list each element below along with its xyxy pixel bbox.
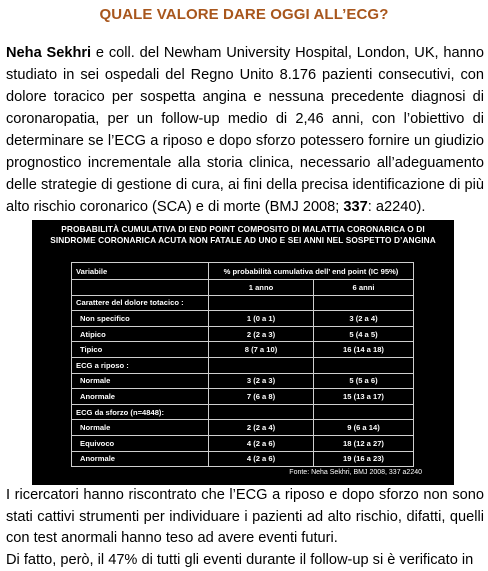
value-year6: 19 (16 a 23) (314, 451, 414, 467)
table-header-row (72, 263, 414, 280)
table-row (72, 311, 414, 327)
section-heading-row (72, 357, 414, 373)
row-label: Normale (72, 373, 209, 389)
value-year1: 2 (2 a 3) (209, 326, 314, 342)
row-label: Normale (72, 420, 209, 436)
value-year1: 4 (2 a 6) (209, 435, 314, 451)
section-heading: Carattere del dolore totacico : (72, 295, 209, 311)
section-empty-cell (209, 357, 314, 373)
value-year1: 8 (7 a 10) (209, 342, 314, 358)
section-empty-cell (314, 357, 414, 373)
table-row (72, 326, 414, 342)
value-year6: 9 (6 a 14) (314, 420, 414, 436)
row-label: Non specifico (72, 311, 209, 327)
value-year6: 18 (12 a 27) (314, 435, 414, 451)
header-probability: % probabilità cumulativa dell’ end point (IC 95%) (209, 263, 414, 280)
intro-text-1: e coll. del Newham University Hospital, London, UK, hanno studiato in sei ospedali del Regno Unito 8.176 pazienti consecutivi, con dolore toracico per sospetta angina e nessuna precedente diagnosi di coronaropatia, per un follow-up medio di 2,46 anni, con l’obiettivo di determinare se l’ECG a riposo e dopo sforzo potessero fornire un giudizio prognostico incrementale alla storia clinica, necessario all’adeguamento delle strategie di gestione di cura, ai fini della precisa identificazione di più alto rischio coronarico (SCA) e di morte (BMJ 2008; (6, 45, 484, 215)
section-empty-cell (314, 404, 414, 420)
value-year6: 15 (13 a 17) (314, 389, 414, 405)
table-subheader-row (72, 280, 414, 296)
value-year6: 5 (4 a 5) (314, 326, 414, 342)
section-heading-row (72, 404, 414, 420)
section-empty-cell (209, 404, 314, 420)
table-row (72, 451, 414, 467)
section-empty-cell (209, 295, 314, 311)
table-row (72, 389, 414, 405)
table-caption-line1: PROBABILITÀ CUMULATIVA DI END POINT COMPOSITO DI MALATTIA CORONARICA O DI (32, 224, 454, 235)
row-label: Atipico (72, 326, 209, 342)
row-label: Equivoco (72, 435, 209, 451)
table-caption (32, 224, 454, 246)
table-source: Fonte: Neha Sekhri, BMJ 2008, 337 a2240 (289, 469, 422, 476)
table-caption-line2: SINDROME CORONARICA ACUTA NON FATALE AD UNO E SEI ANNI NEL SOSPETTO D’ANGINA (32, 235, 454, 246)
section-heading: ECG da sforzo (n=4848): (72, 404, 209, 420)
value-year1: 3 (2 a 3) (209, 373, 314, 389)
row-label: Anormale (72, 389, 209, 405)
row-label: Tipico (72, 342, 209, 358)
author-name: Neha Sekhri (6, 45, 91, 61)
value-year6: 3 (2 a 4) (314, 311, 414, 327)
results-table-figure (32, 220, 454, 485)
intro-paragraph (6, 42, 484, 218)
journal-volume: 337 (343, 199, 367, 215)
page-title: QUALE VALORE DARE OGGI ALL’ECG? (0, 6, 488, 23)
table-row (72, 373, 414, 389)
value-year1: 2 (2 a 4) (209, 420, 314, 436)
table-row (72, 342, 414, 358)
section-heading-row (72, 295, 414, 311)
intro-text-2: : a2240). (368, 199, 426, 215)
value-year6: 16 (14 a 18) (314, 342, 414, 358)
subheader-empty (72, 280, 209, 296)
value-year1: 7 (6 a 8) (209, 389, 314, 405)
section-empty-cell (314, 295, 414, 311)
results-table (71, 262, 414, 467)
outro-paragraph-1: I ricercatori hanno riscontrato che l’ECG a riposo e dopo sforzo non sono stati cattivi strumenti per individuare i pazienti ad alto rischio, difatti, quelli con test anormali hanno teso ad avere eventi futuri. (6, 485, 484, 550)
outro-text (6, 485, 484, 571)
value-year1: 1 (0 a 1) (209, 311, 314, 327)
outro-paragraph-2: Di fatto, però, il 47% di tutti gli eventi durante il follow-up si è verificato in (6, 550, 484, 571)
section-heading: ECG a riposo : (72, 357, 209, 373)
value-year6: 5 (5 a 6) (314, 373, 414, 389)
table-row (72, 420, 414, 436)
value-year1: 4 (2 a 6) (209, 451, 314, 467)
header-year1: 1 anno (209, 280, 314, 296)
header-variable: Variabile (72, 263, 209, 280)
row-label: Anormale (72, 451, 209, 467)
header-year6: 6 anni (314, 280, 414, 296)
table-row (72, 435, 414, 451)
